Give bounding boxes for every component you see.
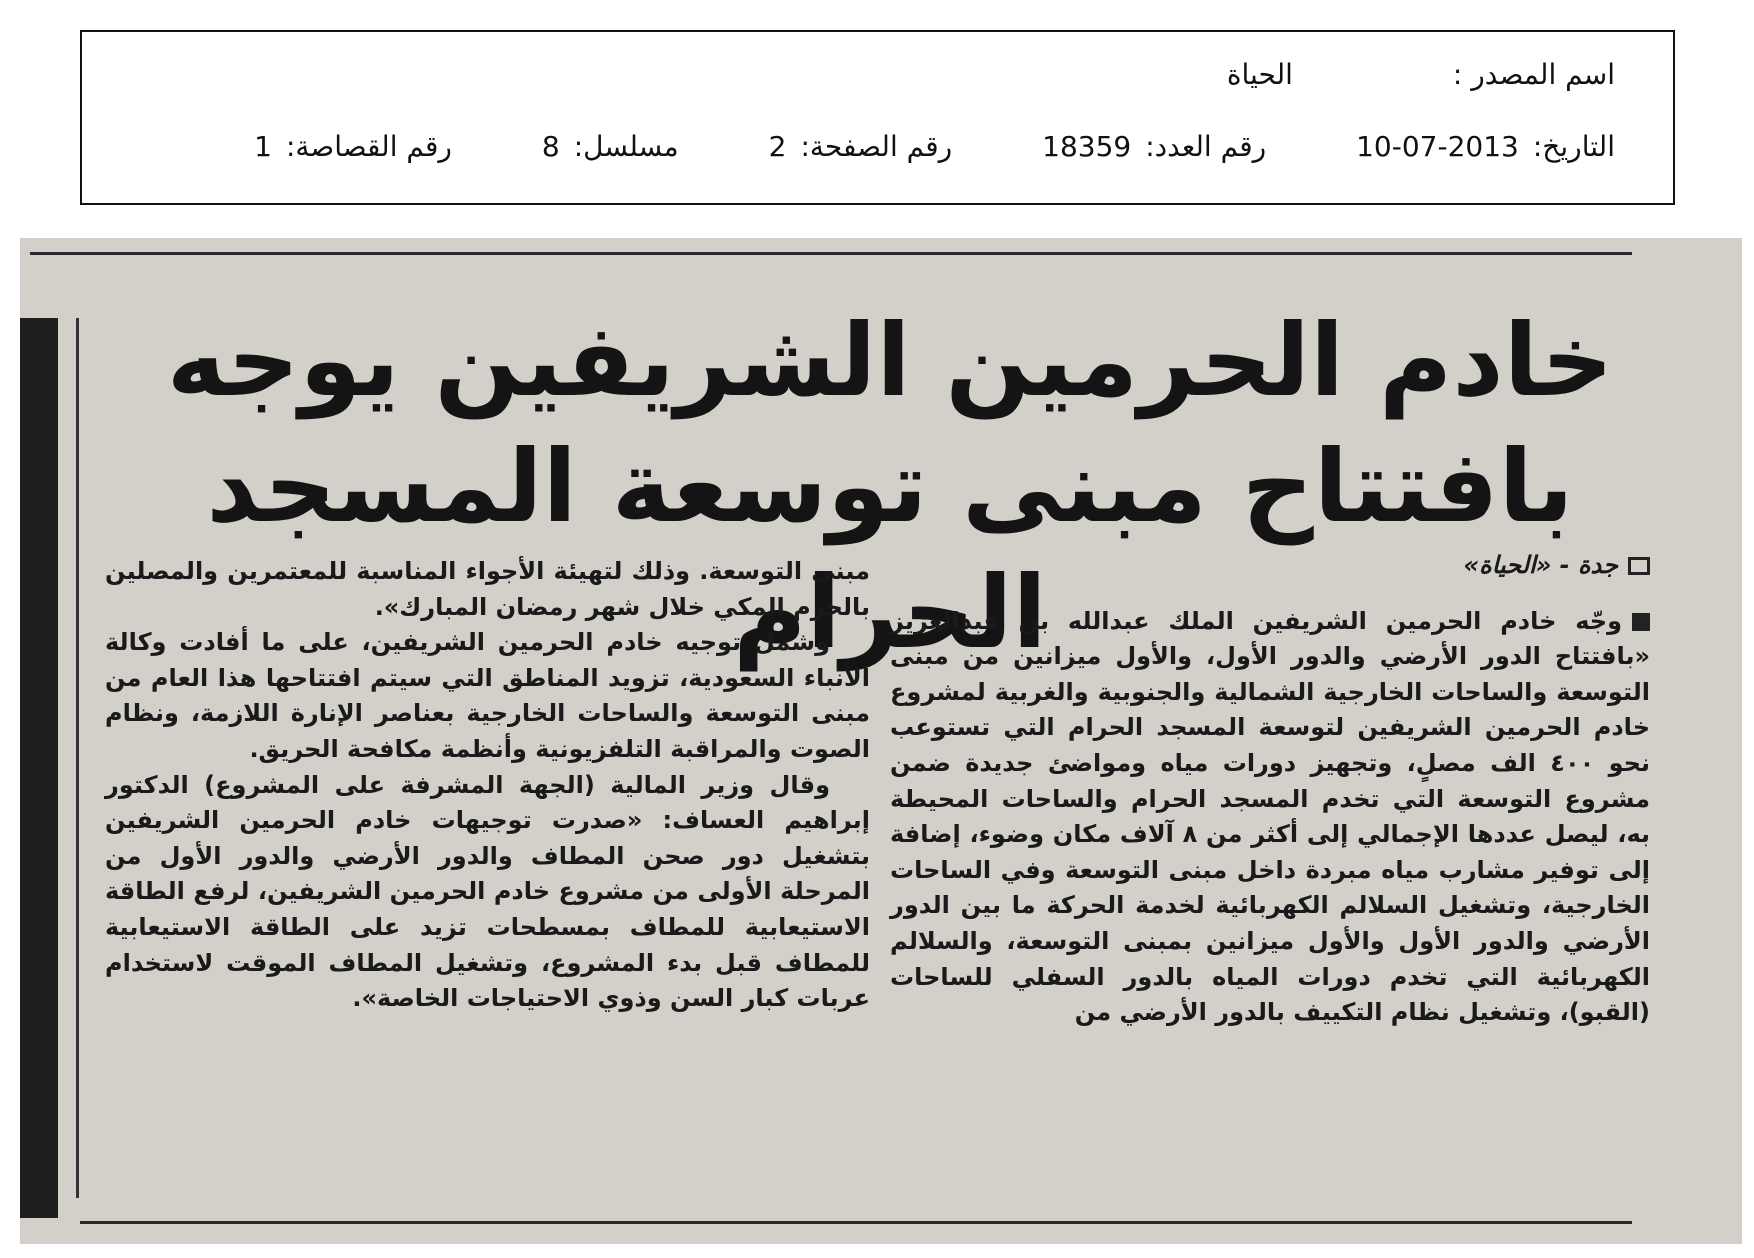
page-label: رقم الصفحة: bbox=[800, 130, 953, 163]
source-label: اسم المصدر : bbox=[1452, 58, 1615, 91]
top-rule bbox=[30, 252, 1632, 255]
issue-field bbox=[1042, 130, 1266, 163]
page-field bbox=[769, 130, 953, 163]
metadata-row-source bbox=[1227, 58, 1615, 91]
right-column-text: وجّه خادم الحرمين الشريفين الملك عبدالله بن عبدالعزيز «بافتتاح الدور الأرضي والدور الأول، والأول ميزانين من مبنى التوسعة والساحات الخارجية الشمالية والجنوبية والغربية لمشروع خادم الحرمين الشريفين لتوسعة المسجد الحرام التي تستوعب نحو ٤٠٠ الف مصلٍ، وتجهيز دورات مياه ومواضئ جديدة ضمن مشروع التوسعة التي تخدم المسجد الحرام والساحات المحيطة به، ليصل عددها الإجمالي إلى أكثر من ٨ آلاف مكان وضوء، إضافة إلى توفير مشارب مياه مبردة داخل مبنى التوسعة وفي الساحات الخارجية، وتشغيل السلالم الكهربائية لخدمة الحركة ما بين الدور الأرضي والدور الأول والأول ميزانين بمبنى التوسعة، والسلالم الكهربائية التي تخدم دورات المياه بالدور السفلي للساحات (القبو)، وتشغيل نظام التكييف بالدور الأرضي من bbox=[890, 606, 1651, 1027]
column-rule bbox=[76, 318, 79, 1198]
serial-value: 8 bbox=[541, 130, 560, 163]
open-square-icon bbox=[1628, 557, 1650, 575]
newspaper-clipping bbox=[20, 238, 1742, 1244]
clip-number-field bbox=[254, 130, 452, 163]
article-paragraph bbox=[890, 604, 1650, 1031]
byline bbox=[890, 548, 1650, 584]
page-value: 2 bbox=[768, 130, 787, 163]
date-value: 2013-07-10 bbox=[1356, 130, 1519, 163]
bottom-rule bbox=[80, 1221, 1632, 1224]
source-value: الحياة bbox=[1226, 58, 1293, 91]
headline-line-1: خادم الحرمين الشريفين يوجه bbox=[166, 302, 1614, 419]
left-paragraph-3-text: وقال وزير المالية (الجهة المشرفة على المشروع) الدكتور إبراهيم العساف: «صدرت توجيهات خادم الحرمين الشريفين بتشغيل دور صحن المطاف والدور الأرضي والدور الأول من المرحلة الأولى من مشروع خادم الحرمين الشريفين، لرفع الطاقة الاستيعابية للمطاف بمسطحات تزيد على الطاقة الاستيعابية للمطاف قبل بدء المشروع، وتشغيل المطاف الموقت لاستخدام عربات كبار السن وذوي الاحتياجات الخاصة». bbox=[105, 770, 870, 1013]
left-paragraph-2-text: وشمل توجيه خادم الحرمين الشريفين، على ما أفادت وكالة الأنباء السعودية، تزويد المناطق التي سيتم افتتاحها هذا العام من مبنى التوسعة والساحات الخارجية بعناصر الإنارة اللازمة، ونظام الصوت والمراقبة التلفزيونية وأنظمة مكافحة الحريق. bbox=[105, 628, 870, 763]
issue-label: رقم العدد: bbox=[1145, 130, 1267, 163]
issue-value: 18359 bbox=[1042, 130, 1132, 163]
article-paragraph: مبنى التوسعة. وذلك لتهيئة الأجواء المناسبة للمعتمرين والمصلين بالحرم المكي خلال شهر رمضان المبارك». bbox=[105, 557, 870, 621]
article-paragraph bbox=[105, 768, 870, 1017]
headline-line-2: بافتتاح مبنى توسعة المسجد الحرام bbox=[206, 428, 1574, 671]
clipping-metadata-box bbox=[80, 30, 1675, 205]
serial-label: مسلسل: bbox=[573, 130, 679, 163]
article-paragraph bbox=[105, 625, 870, 767]
clip-number-label: رقم القصاصة: bbox=[285, 130, 452, 163]
serial-field bbox=[542, 130, 679, 163]
article-column-right bbox=[890, 548, 1650, 1031]
page-edge-shadow bbox=[20, 318, 58, 1218]
date-label: التاريخ: bbox=[1532, 130, 1615, 163]
filled-square-bullet-icon bbox=[1632, 613, 1650, 631]
clip-number-value: 1 bbox=[254, 130, 272, 163]
article-column-left bbox=[105, 554, 870, 1017]
date-field bbox=[1356, 130, 1615, 163]
byline-text: جدة - «الحياة» bbox=[1463, 551, 1618, 579]
metadata-row-details bbox=[254, 130, 1615, 163]
